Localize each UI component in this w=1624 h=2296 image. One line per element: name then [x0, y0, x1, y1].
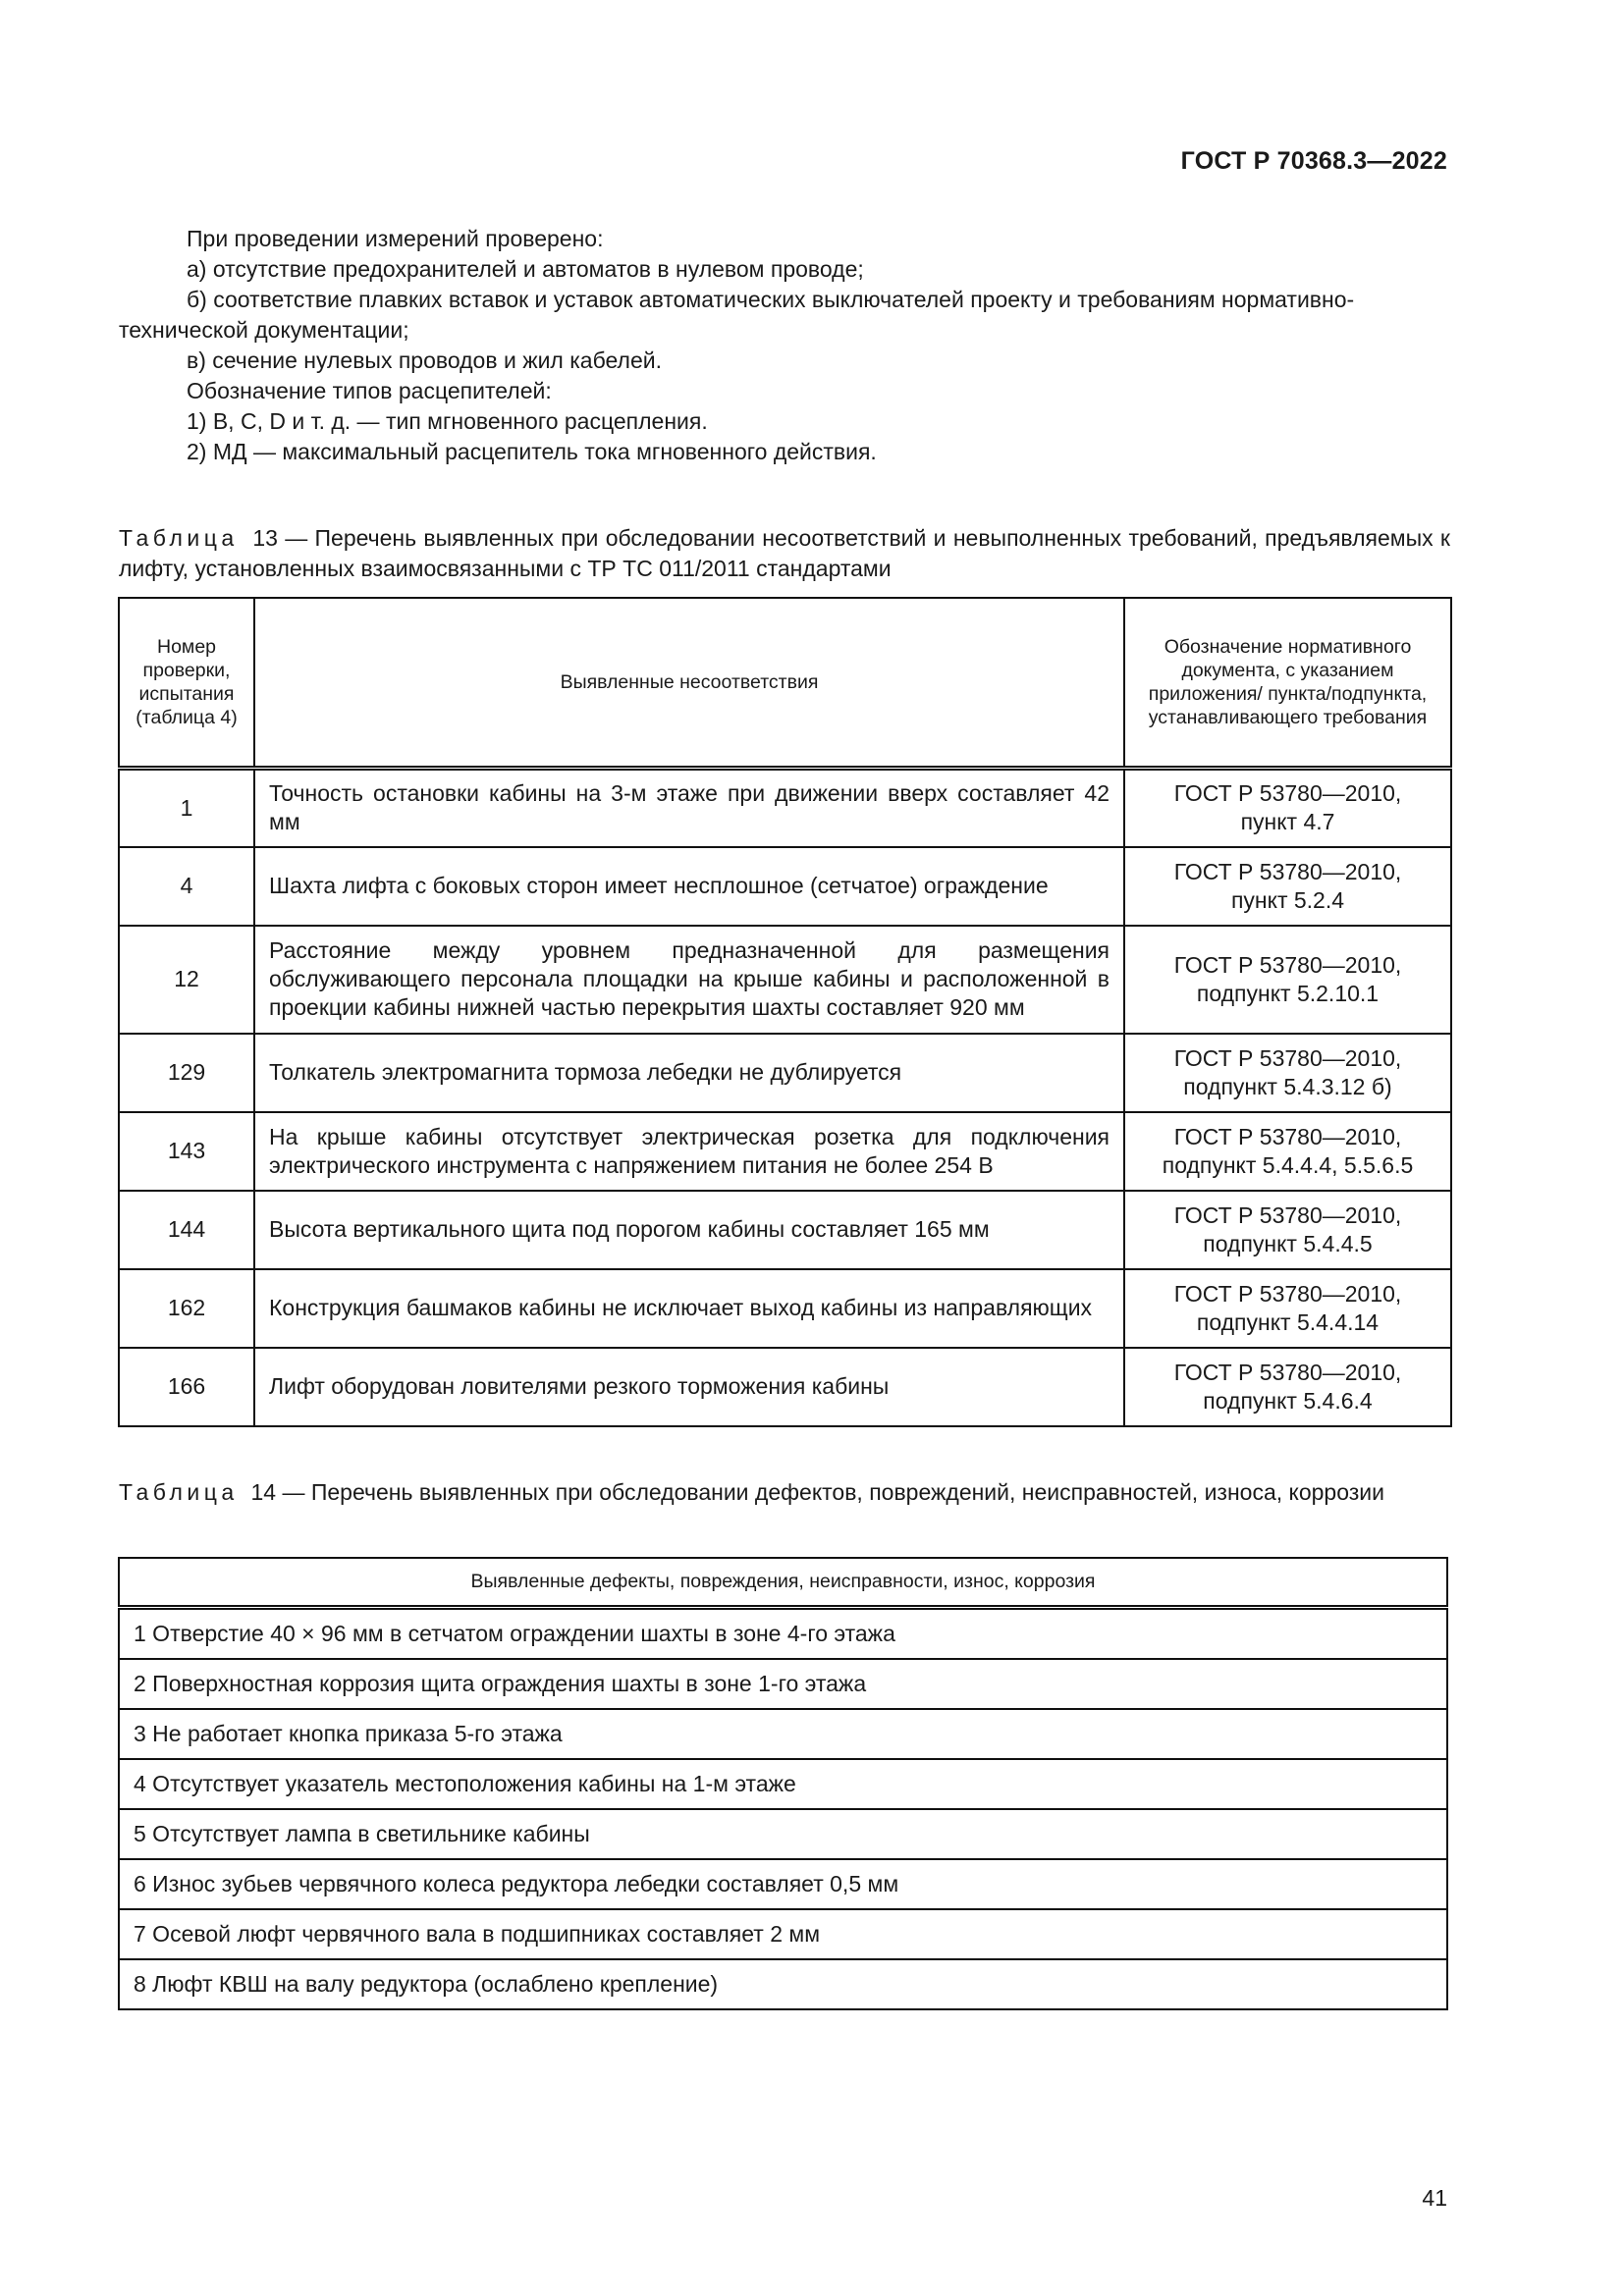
row-number: 129	[119, 1034, 254, 1112]
table-row	[119, 769, 1451, 847]
checked-item: в) сечение нулевых проводов и жил кабелей.	[187, 347, 662, 373]
defect-item: 1 Отверстие 40 × 96 мм в сетчатом ограждении шахты в зоне 4-го этажа	[119, 1608, 1447, 1660]
table-row	[119, 1659, 1447, 1709]
reference-clause: подпункт 5.4.4.4, 5.5.6.5	[1162, 1151, 1414, 1178]
table13-caption-word: Таблица	[119, 525, 239, 551]
row-issue: Лифт оборудован ловителями резкого торможения кабины	[254, 1348, 1124, 1426]
table14-caption-text: 14 — Перечень выявленных при обследовании дефектов, повреждений, неисправностей, износа, коррозии	[250, 1479, 1384, 1505]
reference-doc: ГОСТ Р 53780—2010,	[1173, 780, 1402, 807]
page-number: 41	[1422, 2185, 1447, 2211]
defect-item: 5 Отсутствует лампа в светильнике кабины	[119, 1809, 1447, 1859]
table-row	[119, 1759, 1447, 1809]
nonconformity-table	[118, 597, 1452, 1427]
row-reference	[1124, 1112, 1451, 1191]
row-number: 12	[119, 926, 254, 1034]
intro-section	[119, 224, 1448, 467]
row-issue: Шахта лифта с боковых сторон имеет несплошное (сетчатое) ограждение	[254, 847, 1124, 926]
row-issue: Высота вертикального щита под порогом кабины составляет 165 мм	[254, 1191, 1124, 1269]
row-reference	[1124, 1034, 1451, 1112]
defect-item: 4 Отсутствует указатель местоположения кабины на 1-м этаже	[119, 1759, 1447, 1809]
reference-clause: подпункт 5.4.4.14	[1196, 1308, 1380, 1335]
reference-doc: ГОСТ Р 53780—2010,	[1173, 1359, 1402, 1385]
table14-caption-word: Таблица	[119, 1479, 239, 1505]
table-row	[119, 1709, 1447, 1759]
row-number: 166	[119, 1348, 254, 1426]
table-row	[119, 1859, 1447, 1909]
table-row	[119, 1034, 1451, 1112]
table-row	[119, 1809, 1447, 1859]
defect-item: 7 Осевой люфт червячного вала в подшипниках составляет 2 мм	[119, 1909, 1447, 1959]
reference-clause: подпункт 5.4.6.4	[1203, 1387, 1373, 1414]
reference-clause: пункт 4.7	[1240, 809, 1335, 835]
table14-caption	[119, 1477, 1450, 1508]
row-reference	[1124, 769, 1451, 847]
table-row	[119, 1959, 1447, 2009]
defects-table	[118, 1557, 1448, 2010]
reference-doc: ГОСТ Р 53780—2010,	[1173, 858, 1402, 884]
row-number: 144	[119, 1191, 254, 1269]
table-row	[119, 1909, 1447, 1959]
checked-title: При проведении измерений проверено:	[187, 226, 604, 251]
reference-doc: ГОСТ Р 53780—2010,	[1173, 1044, 1402, 1071]
row-number: 143	[119, 1112, 254, 1191]
row-reference	[1124, 847, 1451, 926]
row-issue: Расстояние между уровнем предназначенной для размещения обслуживающего персонала площадки на крыше кабины и расположенной в проекции кабины нижней частью перекрытия шахты составляет 920 мм	[254, 926, 1124, 1034]
defect-item: 8 Люфт КВШ на валу редуктора (ослаблено крепление)	[119, 1959, 1447, 2009]
table-header-row	[119, 1558, 1447, 1608]
reference-doc: ГОСТ Р 53780—2010,	[1173, 951, 1402, 978]
header-number: Номер проверки, испытания (таблица 4)	[119, 598, 254, 769]
types-title: Обозначение типов расцепителей:	[187, 378, 552, 403]
row-number: 162	[119, 1269, 254, 1348]
table-row	[119, 847, 1451, 926]
reference-doc: ГОСТ Р 53780—2010,	[1173, 1123, 1402, 1149]
row-issue: Толкатель электромагнита тормоза лебедки не дублируется	[254, 1034, 1124, 1112]
table13-caption	[119, 523, 1450, 584]
header-reference: Обозначение нормативного документа, с указанием приложения/ пункта/подпункта, устанавливающего требования	[1124, 598, 1451, 769]
table-row	[119, 1112, 1451, 1191]
type-item: 2) МД — максимальный расцепитель тока мгновенного действия.	[187, 439, 877, 464]
row-number: 1	[119, 769, 254, 847]
table13-caption-text: 13 — Перечень выявленных при обследовании несоответствий и невыполненных требований, предъявляемых к лифту, установленных взаимосвязанными с ТР ТС 011/2011 стандартами	[119, 525, 1450, 581]
table-header-row	[119, 598, 1451, 769]
reference-clause: подпункт 5.4.3.12 б)	[1183, 1073, 1392, 1099]
reference-clause: пункт 5.2.4	[1230, 886, 1345, 913]
row-reference	[1124, 1191, 1451, 1269]
header-defects: Выявленные дефекты, повреждения, неисправности, износ, коррозия	[119, 1558, 1447, 1608]
table-row	[119, 1608, 1447, 1660]
document-id: ГОСТ Р 70368.3—2022	[1180, 147, 1447, 175]
row-reference	[1124, 1348, 1451, 1426]
type-item: 1) В, С, D и т. д. — тип мгновенного расцепления.	[187, 408, 708, 434]
reference-doc: ГОСТ Р 53780—2010,	[1173, 1280, 1402, 1307]
reference-doc: ГОСТ Р 53780—2010,	[1173, 1201, 1402, 1228]
row-reference	[1124, 926, 1451, 1034]
row-issue: Точность остановки кабины на 3-м этаже при движении вверх составляет 42 мм	[254, 769, 1124, 847]
table-row	[119, 1348, 1451, 1426]
reference-clause: подпункт 5.4.4.5	[1203, 1230, 1373, 1256]
table-row	[119, 1269, 1451, 1348]
row-number: 4	[119, 847, 254, 926]
defect-item: 6 Износ зубьев червячного колеса редуктора лебедки составляет 0,5 мм	[119, 1859, 1447, 1909]
row-reference	[1124, 1269, 1451, 1348]
table-row	[119, 1191, 1451, 1269]
defect-item: 2 Поверхностная коррозия щита ограждения шахты в зоне 1-го этажа	[119, 1659, 1447, 1709]
checked-item: а) отсутствие предохранителей и автоматов в нулевом проводе;	[187, 256, 864, 282]
defect-item: 3 Не работает кнопка приказа 5-го этажа	[119, 1709, 1447, 1759]
checked-item: б) соответствие плавких вставок и уставок автоматических выключателей проекту и требованиям нормативно-технической документации;	[119, 287, 1355, 343]
table-row	[119, 926, 1451, 1034]
row-issue: Конструкция башмаков кабины не исключает выход кабины из направляющих	[254, 1269, 1124, 1348]
row-issue: На крыше кабины отсутствует электрическая розетка для подключения электрического инструмента с напряжением питания не более 254 В	[254, 1112, 1124, 1191]
reference-clause: подпункт 5.2.10.1	[1196, 980, 1380, 1006]
header-issue: Выявленные несоответствия	[254, 598, 1124, 769]
